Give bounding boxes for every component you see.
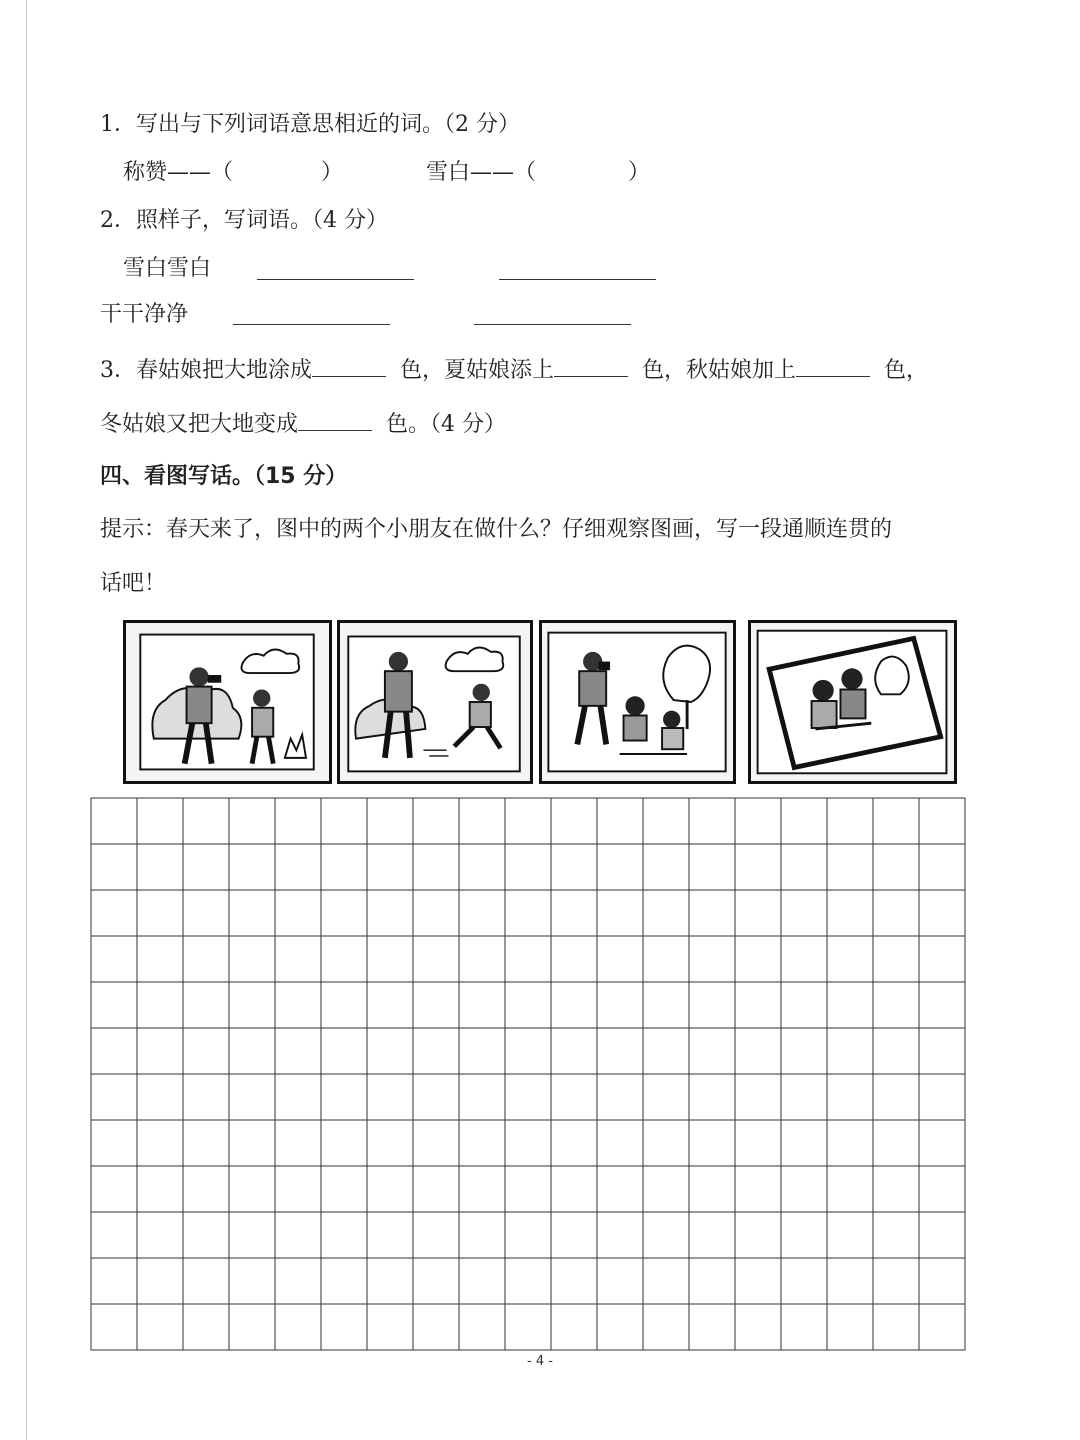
picture-2 bbox=[337, 620, 533, 784]
grid-cell[interactable] bbox=[413, 1028, 459, 1074]
grid-cell[interactable] bbox=[367, 1166, 413, 1212]
grid-cell[interactable] bbox=[781, 1074, 827, 1120]
grid-cell[interactable] bbox=[735, 1120, 781, 1166]
grid-cell[interactable] bbox=[735, 1212, 781, 1258]
grid-cell[interactable] bbox=[321, 1074, 367, 1120]
grid-cell[interactable] bbox=[137, 1028, 183, 1074]
grid-cell[interactable] bbox=[689, 798, 735, 844]
grid-cell[interactable] bbox=[505, 1074, 551, 1120]
grid-cell[interactable] bbox=[275, 936, 321, 982]
grid-cell[interactable] bbox=[321, 890, 367, 936]
grid-cell[interactable] bbox=[551, 1028, 597, 1074]
grid-cell[interactable] bbox=[367, 798, 413, 844]
grid-cell[interactable] bbox=[275, 1304, 321, 1350]
grid-cell[interactable] bbox=[137, 844, 183, 890]
question-2-example-1: 雪白雪白 bbox=[123, 256, 212, 281]
grid-cell[interactable] bbox=[91, 1028, 137, 1074]
grid-cell[interactable] bbox=[735, 890, 781, 936]
grid-cell[interactable] bbox=[459, 844, 505, 890]
grid-cell[interactable] bbox=[597, 982, 643, 1028]
grid-cell[interactable] bbox=[505, 1166, 551, 1212]
grid-cell[interactable] bbox=[643, 890, 689, 936]
question-1-item-2: 雪白——（ ） bbox=[426, 160, 651, 185]
grid-cell[interactable] bbox=[827, 982, 873, 1028]
grid-cell[interactable] bbox=[643, 982, 689, 1028]
question-2-prompt: 2．照样子，写词语。（4 分） bbox=[100, 208, 388, 233]
grid-cell[interactable] bbox=[137, 1120, 183, 1166]
grid-cell[interactable] bbox=[689, 1212, 735, 1258]
grid-cell[interactable] bbox=[873, 936, 919, 982]
grid-cell[interactable] bbox=[367, 844, 413, 890]
grid-cell[interactable] bbox=[367, 982, 413, 1028]
grid-cell[interactable] bbox=[827, 1028, 873, 1074]
grid-cell[interactable] bbox=[229, 798, 275, 844]
page-number: - 4 - bbox=[527, 1354, 553, 1369]
grid-cell[interactable] bbox=[689, 1120, 735, 1166]
grid-cell[interactable] bbox=[735, 1166, 781, 1212]
grid-cell[interactable] bbox=[459, 890, 505, 936]
grid-cell[interactable] bbox=[597, 1258, 643, 1304]
grid-cell[interactable] bbox=[827, 890, 873, 936]
grid-cell[interactable] bbox=[735, 844, 781, 890]
grid-cell[interactable] bbox=[919, 1028, 965, 1074]
grid-cell[interactable] bbox=[321, 1120, 367, 1166]
grid-cell[interactable] bbox=[735, 1304, 781, 1350]
answer-blank[interactable] bbox=[796, 354, 870, 377]
grid-cell[interactable] bbox=[827, 1212, 873, 1258]
grid-cell[interactable] bbox=[275, 798, 321, 844]
grid-cell[interactable] bbox=[183, 1304, 229, 1350]
grid-cell[interactable] bbox=[413, 798, 459, 844]
grid-cell[interactable] bbox=[229, 1212, 275, 1258]
grid-cell[interactable] bbox=[827, 1074, 873, 1120]
section-4-hint-line-2: 话吧！ bbox=[100, 571, 167, 596]
grid-cell[interactable] bbox=[597, 1028, 643, 1074]
grid-cell[interactable] bbox=[459, 936, 505, 982]
grid-cell[interactable] bbox=[229, 890, 275, 936]
grid-cell[interactable] bbox=[781, 1304, 827, 1350]
grid-cell[interactable] bbox=[91, 890, 137, 936]
section-4-hint-line-1: 提示：春天来了，图中的两个小朋友在做什么？仔细观察图画，写一段通顺连贯的 bbox=[100, 517, 893, 542]
grid-cell[interactable] bbox=[919, 936, 965, 982]
question-2-example-2: 干干净净 bbox=[100, 302, 189, 327]
grid-cell[interactable] bbox=[551, 1120, 597, 1166]
grid-cell[interactable] bbox=[689, 1258, 735, 1304]
grid-cell[interactable] bbox=[183, 798, 229, 844]
grid-cell[interactable] bbox=[91, 1304, 137, 1350]
grid-cell[interactable] bbox=[597, 1120, 643, 1166]
answer-line[interactable] bbox=[233, 324, 390, 325]
answer-blank[interactable] bbox=[312, 354, 386, 377]
grid-cell[interactable] bbox=[505, 890, 551, 936]
grid-cell[interactable] bbox=[643, 1258, 689, 1304]
answer-blank[interactable] bbox=[298, 408, 372, 431]
grid-cell[interactable] bbox=[735, 1258, 781, 1304]
grid-cell[interactable] bbox=[919, 1166, 965, 1212]
grid-cell[interactable] bbox=[873, 1304, 919, 1350]
grid-cell[interactable] bbox=[919, 1258, 965, 1304]
grid-cell[interactable] bbox=[873, 1166, 919, 1212]
grid-cell[interactable] bbox=[413, 844, 459, 890]
grid-cell[interactable] bbox=[919, 798, 965, 844]
grid-cell[interactable] bbox=[597, 798, 643, 844]
grid-cell[interactable] bbox=[781, 890, 827, 936]
grid-cell[interactable] bbox=[367, 1120, 413, 1166]
grid-cell[interactable] bbox=[275, 982, 321, 1028]
grid-cell[interactable] bbox=[735, 1028, 781, 1074]
grid-cell[interactable] bbox=[873, 1212, 919, 1258]
grid-cell[interactable] bbox=[505, 1304, 551, 1350]
page-margin-line bbox=[26, 0, 27, 1440]
grid-cell[interactable] bbox=[873, 1258, 919, 1304]
grid-cell[interactable] bbox=[413, 982, 459, 1028]
grid-cell[interactable] bbox=[229, 1258, 275, 1304]
grid-cell[interactable] bbox=[781, 1212, 827, 1258]
grid-cell[interactable] bbox=[643, 936, 689, 982]
grid-cell[interactable] bbox=[689, 1074, 735, 1120]
grid-cell[interactable] bbox=[91, 1074, 137, 1120]
grid-cell[interactable] bbox=[137, 1166, 183, 1212]
answer-line[interactable] bbox=[474, 324, 631, 325]
grid-cell[interactable] bbox=[505, 982, 551, 1028]
grid-cell[interactable] bbox=[827, 1304, 873, 1350]
grid-cell[interactable] bbox=[413, 1166, 459, 1212]
grid-cell[interactable] bbox=[505, 1258, 551, 1304]
grid-cell[interactable] bbox=[321, 798, 367, 844]
grid-cell[interactable] bbox=[275, 1028, 321, 1074]
grid-cell[interactable] bbox=[91, 1258, 137, 1304]
grid-cell[interactable] bbox=[597, 936, 643, 982]
answer-line[interactable] bbox=[257, 279, 414, 280]
grid-cell[interactable] bbox=[367, 890, 413, 936]
grid-cell[interactable] bbox=[459, 1074, 505, 1120]
grid-cell[interactable] bbox=[183, 1028, 229, 1074]
grid-cell[interactable] bbox=[781, 1166, 827, 1212]
grid-cell[interactable] bbox=[689, 936, 735, 982]
man-taking-photo-of-boy-icon bbox=[126, 623, 329, 781]
grid-cell[interactable] bbox=[551, 1258, 597, 1304]
grid-cell[interactable] bbox=[597, 1212, 643, 1258]
grid-cell[interactable] bbox=[91, 798, 137, 844]
grid-cell[interactable] bbox=[505, 1120, 551, 1166]
grid-cell[interactable] bbox=[183, 1258, 229, 1304]
grid-cell[interactable] bbox=[321, 1304, 367, 1350]
grid-cell[interactable] bbox=[551, 844, 597, 890]
grid-cell[interactable] bbox=[229, 1120, 275, 1166]
grid-cell[interactable] bbox=[91, 1120, 137, 1166]
grid-cell[interactable] bbox=[597, 1074, 643, 1120]
grid-cell[interactable] bbox=[689, 1166, 735, 1212]
grid-cell[interactable] bbox=[367, 936, 413, 982]
grid-cell[interactable] bbox=[183, 890, 229, 936]
grid-cell[interactable] bbox=[919, 1304, 965, 1350]
grid-cell[interactable] bbox=[643, 798, 689, 844]
grid-cell[interactable] bbox=[459, 1028, 505, 1074]
grid-cell[interactable] bbox=[827, 844, 873, 890]
grid-cell[interactable] bbox=[505, 1028, 551, 1074]
grid-cell[interactable] bbox=[551, 798, 597, 844]
grid-cell[interactable] bbox=[643, 1120, 689, 1166]
grid-cell[interactable] bbox=[827, 1258, 873, 1304]
picture-1 bbox=[123, 620, 332, 784]
grid-cell[interactable] bbox=[229, 844, 275, 890]
grid-cell[interactable] bbox=[91, 936, 137, 982]
grid-cell[interactable] bbox=[689, 890, 735, 936]
grid-cell[interactable] bbox=[413, 1212, 459, 1258]
grid-cell[interactable] bbox=[873, 798, 919, 844]
grid-cell[interactable] bbox=[321, 844, 367, 890]
grid-cell[interactable] bbox=[183, 1074, 229, 1120]
grid-cell[interactable] bbox=[183, 1166, 229, 1212]
grid-cell[interactable] bbox=[827, 1166, 873, 1212]
grid-cell[interactable] bbox=[229, 1028, 275, 1074]
grid-cell[interactable] bbox=[459, 1166, 505, 1212]
question-1-item-1: 称赞——（ ） bbox=[123, 160, 344, 185]
grid-cell[interactable] bbox=[137, 1074, 183, 1120]
grid-cell[interactable] bbox=[91, 844, 137, 890]
grid-cell[interactable] bbox=[551, 1074, 597, 1120]
grid-cell[interactable] bbox=[735, 936, 781, 982]
answer-line[interactable] bbox=[499, 279, 656, 280]
grid-cell[interactable] bbox=[459, 798, 505, 844]
grid-cell[interactable] bbox=[367, 1028, 413, 1074]
grid-cell[interactable] bbox=[827, 798, 873, 844]
grid-cell[interactable] bbox=[367, 1304, 413, 1350]
grid-cell[interactable] bbox=[551, 890, 597, 936]
grid-cell[interactable] bbox=[551, 1212, 597, 1258]
grid-cell[interactable] bbox=[689, 982, 735, 1028]
grid-cell[interactable] bbox=[137, 798, 183, 844]
grid-cell[interactable] bbox=[781, 798, 827, 844]
grid-cell[interactable] bbox=[919, 890, 965, 936]
section-4-heading: 四、看图写话。（15 分） bbox=[100, 464, 348, 489]
grid-cell[interactable] bbox=[689, 1304, 735, 1350]
grid-cell[interactable] bbox=[413, 1074, 459, 1120]
grid-cell[interactable] bbox=[873, 890, 919, 936]
grid-cell[interactable] bbox=[735, 798, 781, 844]
grid-cell[interactable] bbox=[873, 1120, 919, 1166]
answer-blank[interactable] bbox=[554, 354, 628, 377]
grid-cell[interactable] bbox=[689, 1028, 735, 1074]
grid-cell[interactable] bbox=[229, 982, 275, 1028]
grid-cell[interactable] bbox=[689, 844, 735, 890]
grid-cell[interactable] bbox=[919, 982, 965, 1028]
question-1-prompt: 1．写出与下列词语意思相近的词。（2 分） bbox=[100, 112, 520, 137]
grid-cell[interactable] bbox=[643, 844, 689, 890]
picture-4 bbox=[748, 620, 957, 784]
grid-cell[interactable] bbox=[597, 1166, 643, 1212]
grid-cell[interactable] bbox=[781, 1258, 827, 1304]
grid-cell[interactable] bbox=[643, 1304, 689, 1350]
grid-cell[interactable] bbox=[137, 936, 183, 982]
question-3-line-1: 3．春姑娘把大地涂成 色，夏姑娘添上 色，秋姑娘加上 色， bbox=[100, 354, 928, 386]
question-3-line-2: 冬姑娘又把大地变成 色。（4 分） bbox=[100, 408, 506, 440]
grid-cell[interactable] bbox=[505, 844, 551, 890]
grid-cell[interactable] bbox=[183, 1120, 229, 1166]
grid-cell[interactable] bbox=[643, 1074, 689, 1120]
grid-cell[interactable] bbox=[643, 1212, 689, 1258]
grid-cell[interactable] bbox=[413, 936, 459, 982]
grid-cell[interactable] bbox=[413, 1120, 459, 1166]
grid-cell[interactable] bbox=[275, 1212, 321, 1258]
grid-cell[interactable] bbox=[413, 890, 459, 936]
grid-cell[interactable] bbox=[781, 982, 827, 1028]
grid-cell[interactable] bbox=[367, 1074, 413, 1120]
grid-cell[interactable] bbox=[873, 1028, 919, 1074]
grid-cell[interactable] bbox=[275, 844, 321, 890]
grid-cell[interactable] bbox=[229, 1304, 275, 1350]
grid-cell[interactable] bbox=[367, 1212, 413, 1258]
grid-cell[interactable] bbox=[413, 1304, 459, 1350]
grid-cell[interactable] bbox=[551, 1166, 597, 1212]
grid-cell[interactable] bbox=[459, 1258, 505, 1304]
grid-cell[interactable] bbox=[229, 1074, 275, 1120]
grid-cell[interactable] bbox=[505, 798, 551, 844]
grid-cell[interactable] bbox=[229, 936, 275, 982]
grid-cell[interactable] bbox=[459, 1304, 505, 1350]
grid-cell[interactable] bbox=[643, 1028, 689, 1074]
grid-cell[interactable] bbox=[597, 890, 643, 936]
grid-cell[interactable] bbox=[137, 1258, 183, 1304]
grid-cell[interactable] bbox=[781, 844, 827, 890]
grid-cell[interactable] bbox=[551, 936, 597, 982]
man-photographing-children-icon bbox=[542, 623, 733, 781]
grid-cell[interactable] bbox=[321, 1166, 367, 1212]
grid-cell[interactable] bbox=[229, 1166, 275, 1212]
grid-cell[interactable] bbox=[321, 1212, 367, 1258]
grid-cell[interactable] bbox=[91, 1166, 137, 1212]
man-watching-boy-run-icon bbox=[340, 623, 530, 781]
grid-cell[interactable] bbox=[183, 936, 229, 982]
writing-grid[interactable] bbox=[90, 797, 966, 1351]
grid-cell[interactable] bbox=[459, 1120, 505, 1166]
grid-cell[interactable] bbox=[275, 890, 321, 936]
grid-cell[interactable] bbox=[551, 982, 597, 1028]
grid-cell[interactable] bbox=[183, 1212, 229, 1258]
photo-of-two-children-icon bbox=[751, 623, 954, 781]
grid-cell[interactable] bbox=[873, 1074, 919, 1120]
grid-cell[interactable] bbox=[597, 1304, 643, 1350]
grid-cell[interactable] bbox=[505, 936, 551, 982]
grid-cell[interactable] bbox=[551, 1304, 597, 1350]
grid-cell[interactable] bbox=[91, 982, 137, 1028]
grid-cell[interactable] bbox=[275, 1258, 321, 1304]
grid-cell[interactable] bbox=[597, 844, 643, 890]
grid-cell[interactable] bbox=[137, 982, 183, 1028]
grid-cell[interactable] bbox=[735, 982, 781, 1028]
grid-cell[interactable] bbox=[321, 936, 367, 982]
grid-cell[interactable] bbox=[183, 844, 229, 890]
grid-cell[interactable] bbox=[873, 844, 919, 890]
grid-cell[interactable] bbox=[459, 982, 505, 1028]
picture-3 bbox=[539, 620, 736, 784]
grid-cell[interactable] bbox=[367, 1258, 413, 1304]
grid-cell[interactable] bbox=[275, 1074, 321, 1120]
grid-cell[interactable] bbox=[919, 844, 965, 890]
grid-cell[interactable] bbox=[137, 890, 183, 936]
grid-cell[interactable] bbox=[137, 1304, 183, 1350]
grid-cell[interactable] bbox=[919, 1120, 965, 1166]
grid-cell[interactable] bbox=[643, 1166, 689, 1212]
grid-cell[interactable] bbox=[735, 1074, 781, 1120]
grid-cell[interactable] bbox=[781, 1028, 827, 1074]
grid-cell[interactable] bbox=[505, 1212, 551, 1258]
grid-cell[interactable] bbox=[321, 1258, 367, 1304]
grid-cell[interactable] bbox=[321, 982, 367, 1028]
grid-cell[interactable] bbox=[873, 982, 919, 1028]
grid-cell[interactable] bbox=[275, 1120, 321, 1166]
grid-cell[interactable] bbox=[183, 982, 229, 1028]
grid-cell[interactable] bbox=[137, 1212, 183, 1258]
grid-cell[interactable] bbox=[91, 1212, 137, 1258]
grid-cell[interactable] bbox=[413, 1258, 459, 1304]
grid-cell[interactable] bbox=[827, 1120, 873, 1166]
grid-cell[interactable] bbox=[827, 936, 873, 982]
grid-cell[interactable] bbox=[459, 1212, 505, 1258]
grid-cell[interactable] bbox=[781, 1120, 827, 1166]
grid-cell[interactable] bbox=[919, 1074, 965, 1120]
grid-cell[interactable] bbox=[275, 1166, 321, 1212]
grid-cell[interactable] bbox=[781, 936, 827, 982]
grid-cell[interactable] bbox=[919, 1212, 965, 1258]
grid-cell[interactable] bbox=[321, 1028, 367, 1074]
